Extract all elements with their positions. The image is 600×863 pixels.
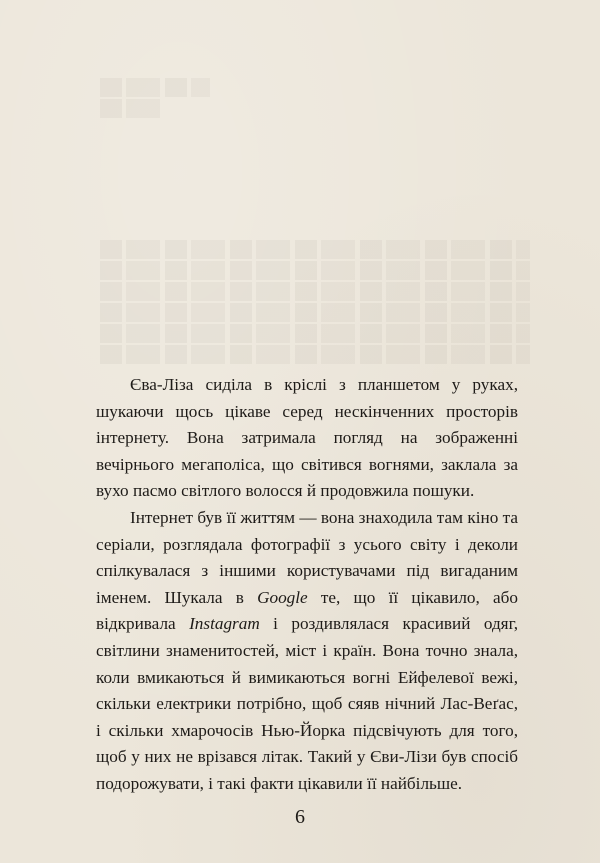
- instagram-brand-name: Instagram: [189, 614, 260, 634]
- paragraph-2-text-2: те, що її цікавило, або відкривала: [96, 587, 519, 634]
- bleed-through-heading: [100, 78, 220, 120]
- paragraph-2-text-1: Інтернет був її життям — вона знаходила там кіно та серіали, розглядала фотографії з усього світу і деколи спілкувалася з іншими користувачами під вигаданим іменем. Шукала в: [96, 507, 518, 607]
- paragraph-2-text-3: і роздивлялася красивий одяг, світлини знаменитостей, міст і країн. Вона точно знала, коли вмикаються й вимикаються вогні Ейфелевої вежі, скільки електрики потрібно, щоб сяяв нічний Лас-Веґас, і скільки хмарочосів Нью-Йорка підсвічують для того, щоб у них не врізався літак. Такий у Єви-Лізи був спосіб подорожувати, і такі факти цікавили її найбільше.: [96, 614, 518, 793]
- paragraph: [96, 372, 518, 505]
- body-text: [96, 372, 518, 798]
- paragraph: [96, 505, 518, 798]
- google-brand-name: Google: [257, 587, 308, 607]
- page-number: 6: [295, 806, 305, 828]
- bleed-through-text: [100, 240, 530, 366]
- paragraph-1-text: Єва-Ліза сиділа в кріслі з планшетом у руках, шукаючи щось цікаве серед нескінченних просторів інтернету. Вона затримала погляд на зображенні вечірнього мегаполіса, що світився вогнями, заклала за вухо пасмо світлого волосся й продовжила пошуки.: [96, 375, 518, 501]
